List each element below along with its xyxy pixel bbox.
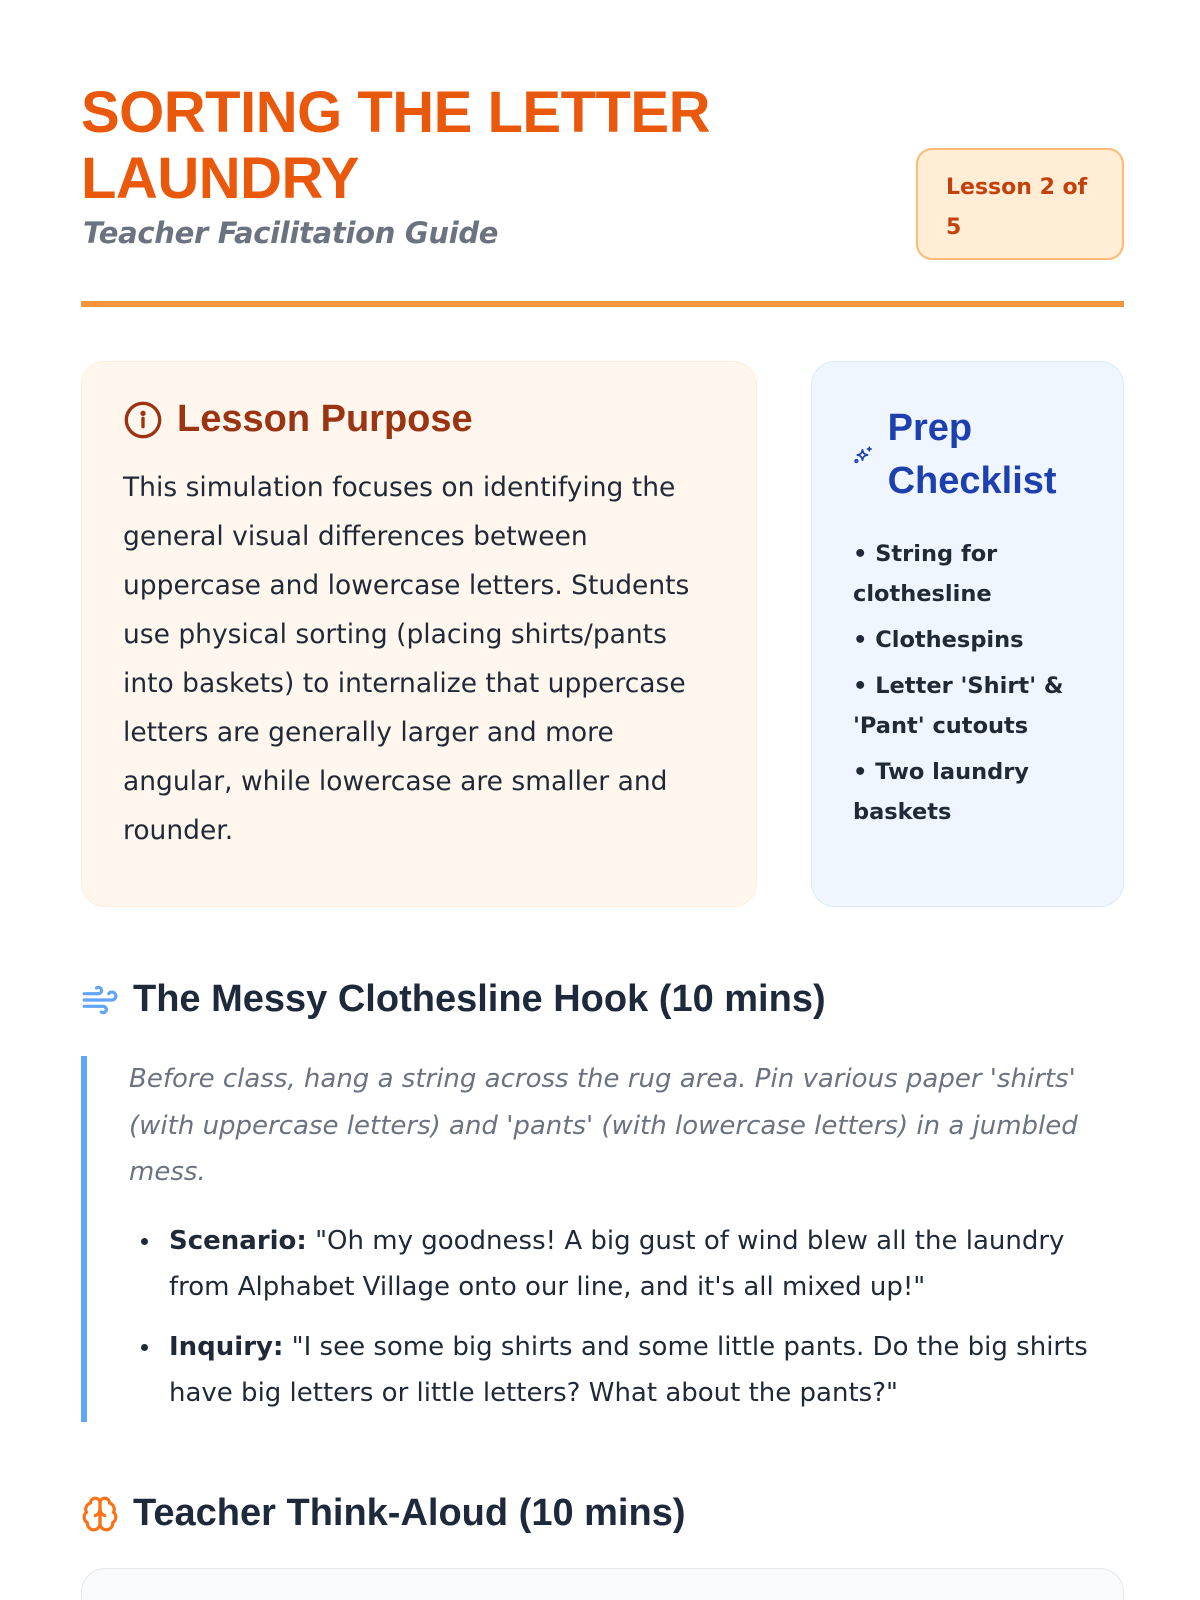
hook-block	[81, 1056, 1124, 1422]
lesson-purpose-card	[81, 361, 757, 907]
hook-term: Inquiry:	[169, 1331, 284, 1362]
checklist-item: • Letter 'Shirt' & 'Pant' cutouts	[853, 673, 1064, 739]
prep-checklist-heading: Prep Checklist	[887, 407, 1057, 502]
think-aloud-section-header	[81, 1492, 685, 1535]
hook-heading: The Messy Clothesline Hook (10 mins)	[133, 978, 826, 1020]
checklist-item: • Two laundry baskets	[853, 759, 1029, 825]
checklist-item: • Clothespins	[853, 627, 1024, 653]
hook-section-header	[81, 978, 826, 1021]
hook-list	[129, 1218, 1124, 1417]
hook-term: Scenario:	[169, 1225, 307, 1256]
page-title: SORTING THE LETTER LAUNDRY	[81, 80, 710, 211]
hook-text: "I see some big shirts and some little pants. Do the big shirts have big letters or little letters? What about the pants?"	[169, 1331, 1088, 1408]
hook-intro: Before class, hang a string across the rug area. Pin various paper 'shirts' (with uppercase letters) and 'pants' (with lowercase letters) in a jumbled mess.	[129, 1064, 1078, 1187]
prep-checklist-card	[811, 361, 1124, 907]
hook-item-inquiry	[129, 1324, 1124, 1417]
sparkles-icon	[853, 441, 874, 469]
hook-item-scenario	[129, 1218, 1124, 1311]
wind-icon	[81, 981, 119, 1019]
prep-checklist	[853, 534, 1082, 832]
brain-icon	[81, 1495, 119, 1533]
lesson-purpose-text: This simulation focuses on identifying the general visual differences between uppercase and lowercase letters. Students use physical sorting (placing shirts/pants into baskets) to internalize that uppercase letters are generally larger and more angular, while lowercase are smaller and rounder.	[123, 472, 690, 846]
hook-text: "Oh my goodness! A big gust of wind blew all the laundry from Alphabet Village onto our line, and it's all mixed up!"	[169, 1225, 1065, 1302]
lesson-purpose-heading: Lesson Purpose	[177, 398, 473, 440]
info-circle-icon	[123, 400, 163, 440]
lesson-badge: Lesson 2 of 5	[916, 148, 1124, 260]
header-divider	[81, 301, 1124, 307]
think-aloud-card	[81, 1568, 1124, 1600]
page-subtitle: Teacher Facilitation Guide	[83, 216, 499, 250]
checklist-item: • String for clothesline	[853, 541, 998, 607]
think-aloud-heading: Teacher Think-Aloud (10 mins)	[133, 1492, 686, 1534]
page-header	[81, 80, 1124, 308]
